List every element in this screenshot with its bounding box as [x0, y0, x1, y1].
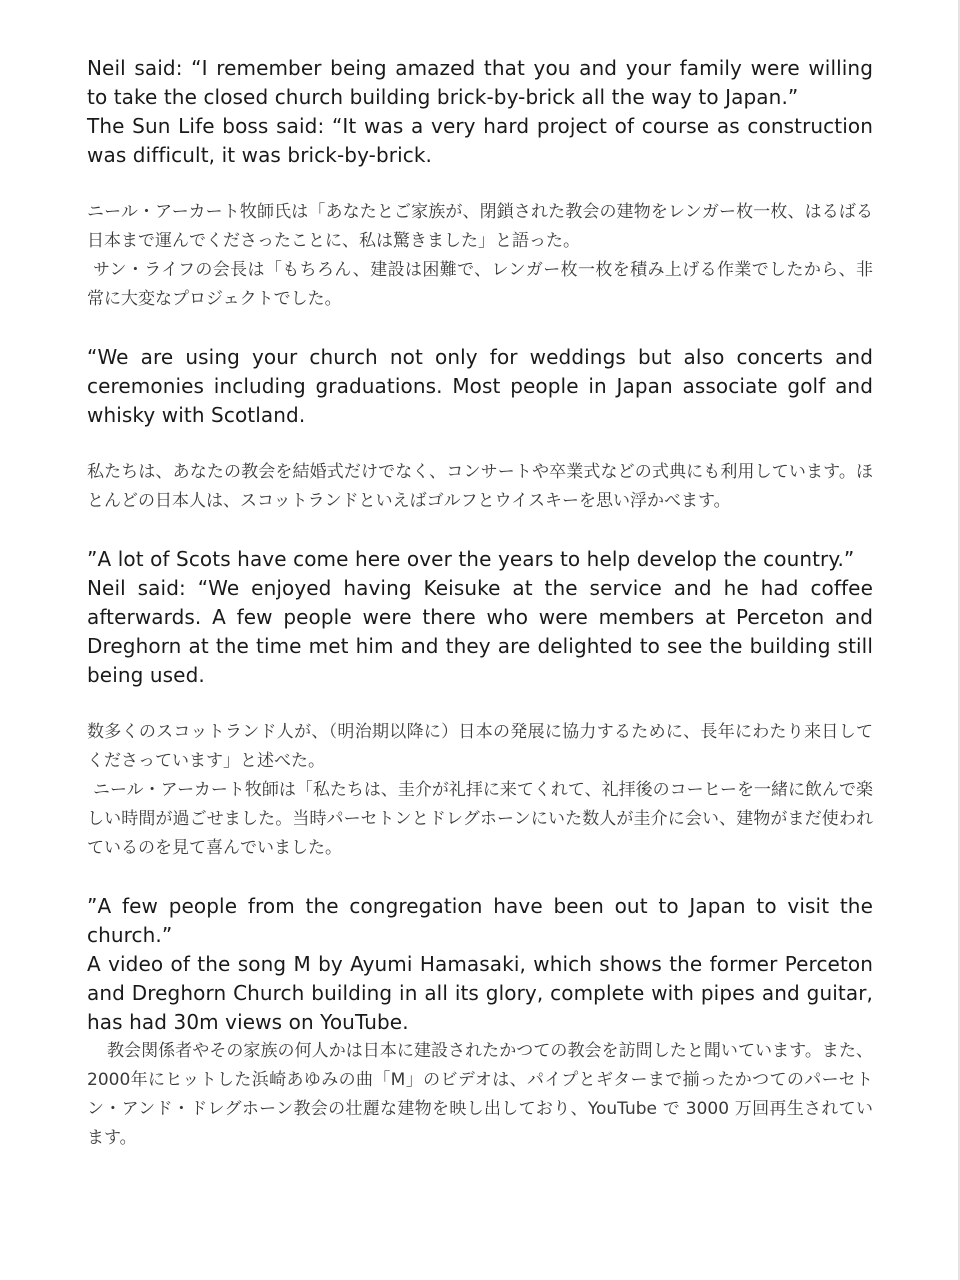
english-text: A video of the song M by Ayumi Hamasaki, which shows the former Perceton and Dreghorn Church building in all its glory, complete with pipes and guitar, has had 30m views on YouTube. — [87, 952, 873, 1034]
english-text: ”A lot of Scots have come here over the years to help develop the country.” — [87, 547, 855, 571]
english-text: Neil said: “I remember being amazed that you and your family were willing to take the closed church building brick-by-brick all the way to Japan.” — [87, 56, 873, 109]
japanese-paragraph — [87, 458, 873, 516]
japanese-text: ニール・アーカート牧師氏は「あなたとご家族が、閉鎖された教会の建物をレンガー枚一枚、はるばる日本まで運んでくださったことに、私は驚きました」と語った。 — [87, 202, 873, 251]
japanese-paragraph — [87, 198, 873, 314]
japanese-text: 教会関係者やその家族の何人かは日本に建設されたかつての教会を訪問したと聞いています。また、2000年にヒットした浜崎あゆみの曲「M」のビデオは、パイプとギターまで揃ったかつてのパーセトン・アンド・ドレグホーン教会の壮麗な建物を映し出しており、YouTube で 3000 万回再生されています。 — [87, 1041, 873, 1148]
english-text: ”A few people from the congregation have been out to Japan to visit the church.” — [87, 894, 873, 947]
japanese-text: ニール・アーカート牧師は「私たちは、圭介が礼拝に来てくれて、礼拝後のコーヒーを一緒に飲んで楽しい時間が過ごせました。当時パーセトンとドレグホーンにいた数人が圭介に会い、建物がまだ使われているのを見て喜んでいました。 — [87, 780, 873, 858]
english-text: The Sun Life boss said: “It was a very hard project of course as construction was difficult, it was brick-by-brick. — [87, 114, 873, 167]
japanese-paragraph — [87, 1037, 873, 1153]
english-text: “We are using your church not only for weddings but also concerts and ceremonies including graduations. Most people in Japan associate golf and whisky with Scotland. — [87, 345, 873, 427]
japanese-text: 数多くのスコットランド人が、（明治期以降に）日本の発展に協力するために、長年にわたり来日してくださっています」と述べた。 — [87, 722, 873, 771]
english-paragraph — [87, 343, 873, 430]
english-paragraph — [87, 892, 873, 1037]
english-text: Neil said: “We enjoyed having Keisuke at the service and he had coffee afterwards. A few people were there who were members at Perceton and Dreghorn at the time met him and they are delighted to see the building still being used. — [87, 576, 873, 687]
japanese-paragraph — [87, 718, 873, 863]
english-paragraph — [87, 54, 873, 170]
document-page — [87, 54, 873, 1153]
english-paragraph — [87, 545, 873, 690]
japanese-text: サン・ライフの会長は「もちろん、建設は困難で、レンガー枚一枚を積み上げる作業でしたから、非常に大変なプロジェクトでした。 — [87, 260, 873, 309]
japanese-text: 私たちは、あなたの教会を結婚式だけでなく、コンサートや卒業式などの式典にも利用しています。ほとんどの日本人は、スコットランドといえばゴルフとウイスキーを思い浮かべます。 — [87, 462, 873, 511]
